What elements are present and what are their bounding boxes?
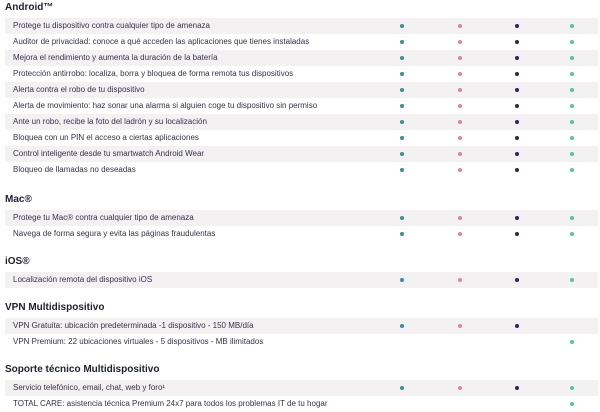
feature-row [5,18,598,34]
feature-row [5,98,598,114]
included-dot-icon [515,120,519,124]
included-dot-icon [458,40,462,44]
included-dot-icon [458,152,462,156]
feature-row [5,66,598,82]
included-dot-icon [458,56,462,60]
included-dot-icon [570,104,574,108]
included-dot-icon [458,168,462,172]
included-dot-icon [458,278,462,282]
feature-row [5,50,598,66]
included-dot-icon [400,278,404,282]
feature-row [5,162,598,178]
included-dot-icon [570,56,574,60]
feature-row [5,226,598,242]
feature-label: VPN Gratuita: ubicación predeterminada -1 dispositivo - 150 MB/día [13,321,254,330]
included-dot-icon [458,24,462,28]
feature-label: Protege tu dispositivo contra cualquier tipo de amenaza [13,21,211,30]
included-dot-icon [400,120,404,124]
included-dot-icon [400,104,404,108]
section-title: Soporte técnico Multidispositivo [5,364,160,375]
included-dot-icon [570,232,574,236]
feature-label: Control inteligente desde tu smartwatch Android Wear [13,149,205,158]
included-dot-icon [570,88,574,92]
feature-label: TOTAL CARE: asistencia técnica Premium 24x7 para todos los problemas IT de tu hogar [13,399,328,408]
section-title: VPN Multidispositivo [5,302,105,313]
feature-row [5,380,598,396]
included-dot-icon [400,88,404,92]
included-dot-icon [570,24,574,28]
included-dot-icon [400,24,404,28]
included-dot-icon [458,386,462,390]
included-dot-icon [570,168,574,172]
included-dot-icon [570,40,574,44]
included-dot-icon [458,216,462,220]
section-title: iOS® [5,256,30,267]
included-dot-icon [400,168,404,172]
included-dot-icon [400,386,404,390]
feature-row [5,272,598,288]
included-dot-icon [400,72,404,76]
included-dot-icon [458,120,462,124]
included-dot-icon [570,152,574,156]
feature-label: Mejora el rendimiento y aumenta la duración de la batería [13,53,218,62]
feature-label: Localización remota del dispositivo iOS [13,275,153,284]
feature-label: Bloqueo de llamadas no deseadas [13,165,136,174]
included-dot-icon [400,216,404,220]
included-dot-icon [515,216,519,220]
included-dot-icon [515,152,519,156]
included-dot-icon [515,72,519,76]
included-dot-icon [515,40,519,44]
included-dot-icon [570,340,574,344]
included-dot-icon [400,56,404,60]
feature-row [5,334,598,350]
included-dot-icon [515,324,519,328]
included-dot-icon [515,88,519,92]
included-dot-icon [400,136,404,140]
section-title: Android™ [5,2,54,13]
included-dot-icon [570,72,574,76]
included-dot-icon [515,136,519,140]
feature-label: Alerta de movimiento: haz sonar una alarma si alguien coge tu dispositivo sin permiso [13,101,318,110]
feature-label: Navega de forma segura y evita las páginas fraudulentas [13,229,216,238]
included-dot-icon [458,232,462,236]
included-dot-icon [570,136,574,140]
feature-label: VPN Premium: 22 ubicaciones virtuales - 5 dispositivos - MB ilimitados [13,337,264,346]
included-dot-icon [515,24,519,28]
included-dot-icon [458,324,462,328]
included-dot-icon [570,402,574,406]
feature-label: Auditor de privacidad: conoce a qué acceden las aplicaciones que tienes instaladas [13,37,310,46]
feature-label: Protege tu Mac® contra cualquier tipo de amenaza [13,213,194,222]
feature-label: Ante un robo, recibe la foto del ladrón y su localización [13,117,207,126]
section-title: Mac® [5,194,32,205]
included-dot-icon [515,168,519,172]
included-dot-icon [515,104,519,108]
feature-row [5,114,598,130]
feature-label: Servicio telefónico, email, chat, web y foro¹ [13,383,166,392]
included-dot-icon [458,72,462,76]
included-dot-icon [400,40,404,44]
feature-label: Bloquea con un PIN el acceso a ciertas aplicaciones [13,133,199,142]
feature-label: Protección antirrobo: localiza, borra y bloquea de forma remota tus dispositivos [13,69,294,78]
included-dot-icon [570,278,574,282]
included-dot-icon [515,56,519,60]
feature-row [5,146,598,162]
included-dot-icon [400,232,404,236]
included-dot-icon [458,104,462,108]
feature-row [5,130,598,146]
included-dot-icon [458,136,462,140]
included-dot-icon [400,324,404,328]
included-dot-icon [570,216,574,220]
included-dot-icon [400,152,404,156]
included-dot-icon [515,232,519,236]
included-dot-icon [570,120,574,124]
feature-row [5,34,598,50]
included-dot-icon [515,278,519,282]
feature-row [5,210,598,226]
included-dot-icon [458,88,462,92]
feature-row [5,318,598,334]
feature-label: Alerta contra el robo de tu dispositivo [13,85,145,94]
included-dot-icon [515,386,519,390]
feature-row [5,82,598,98]
included-dot-icon [570,386,574,390]
